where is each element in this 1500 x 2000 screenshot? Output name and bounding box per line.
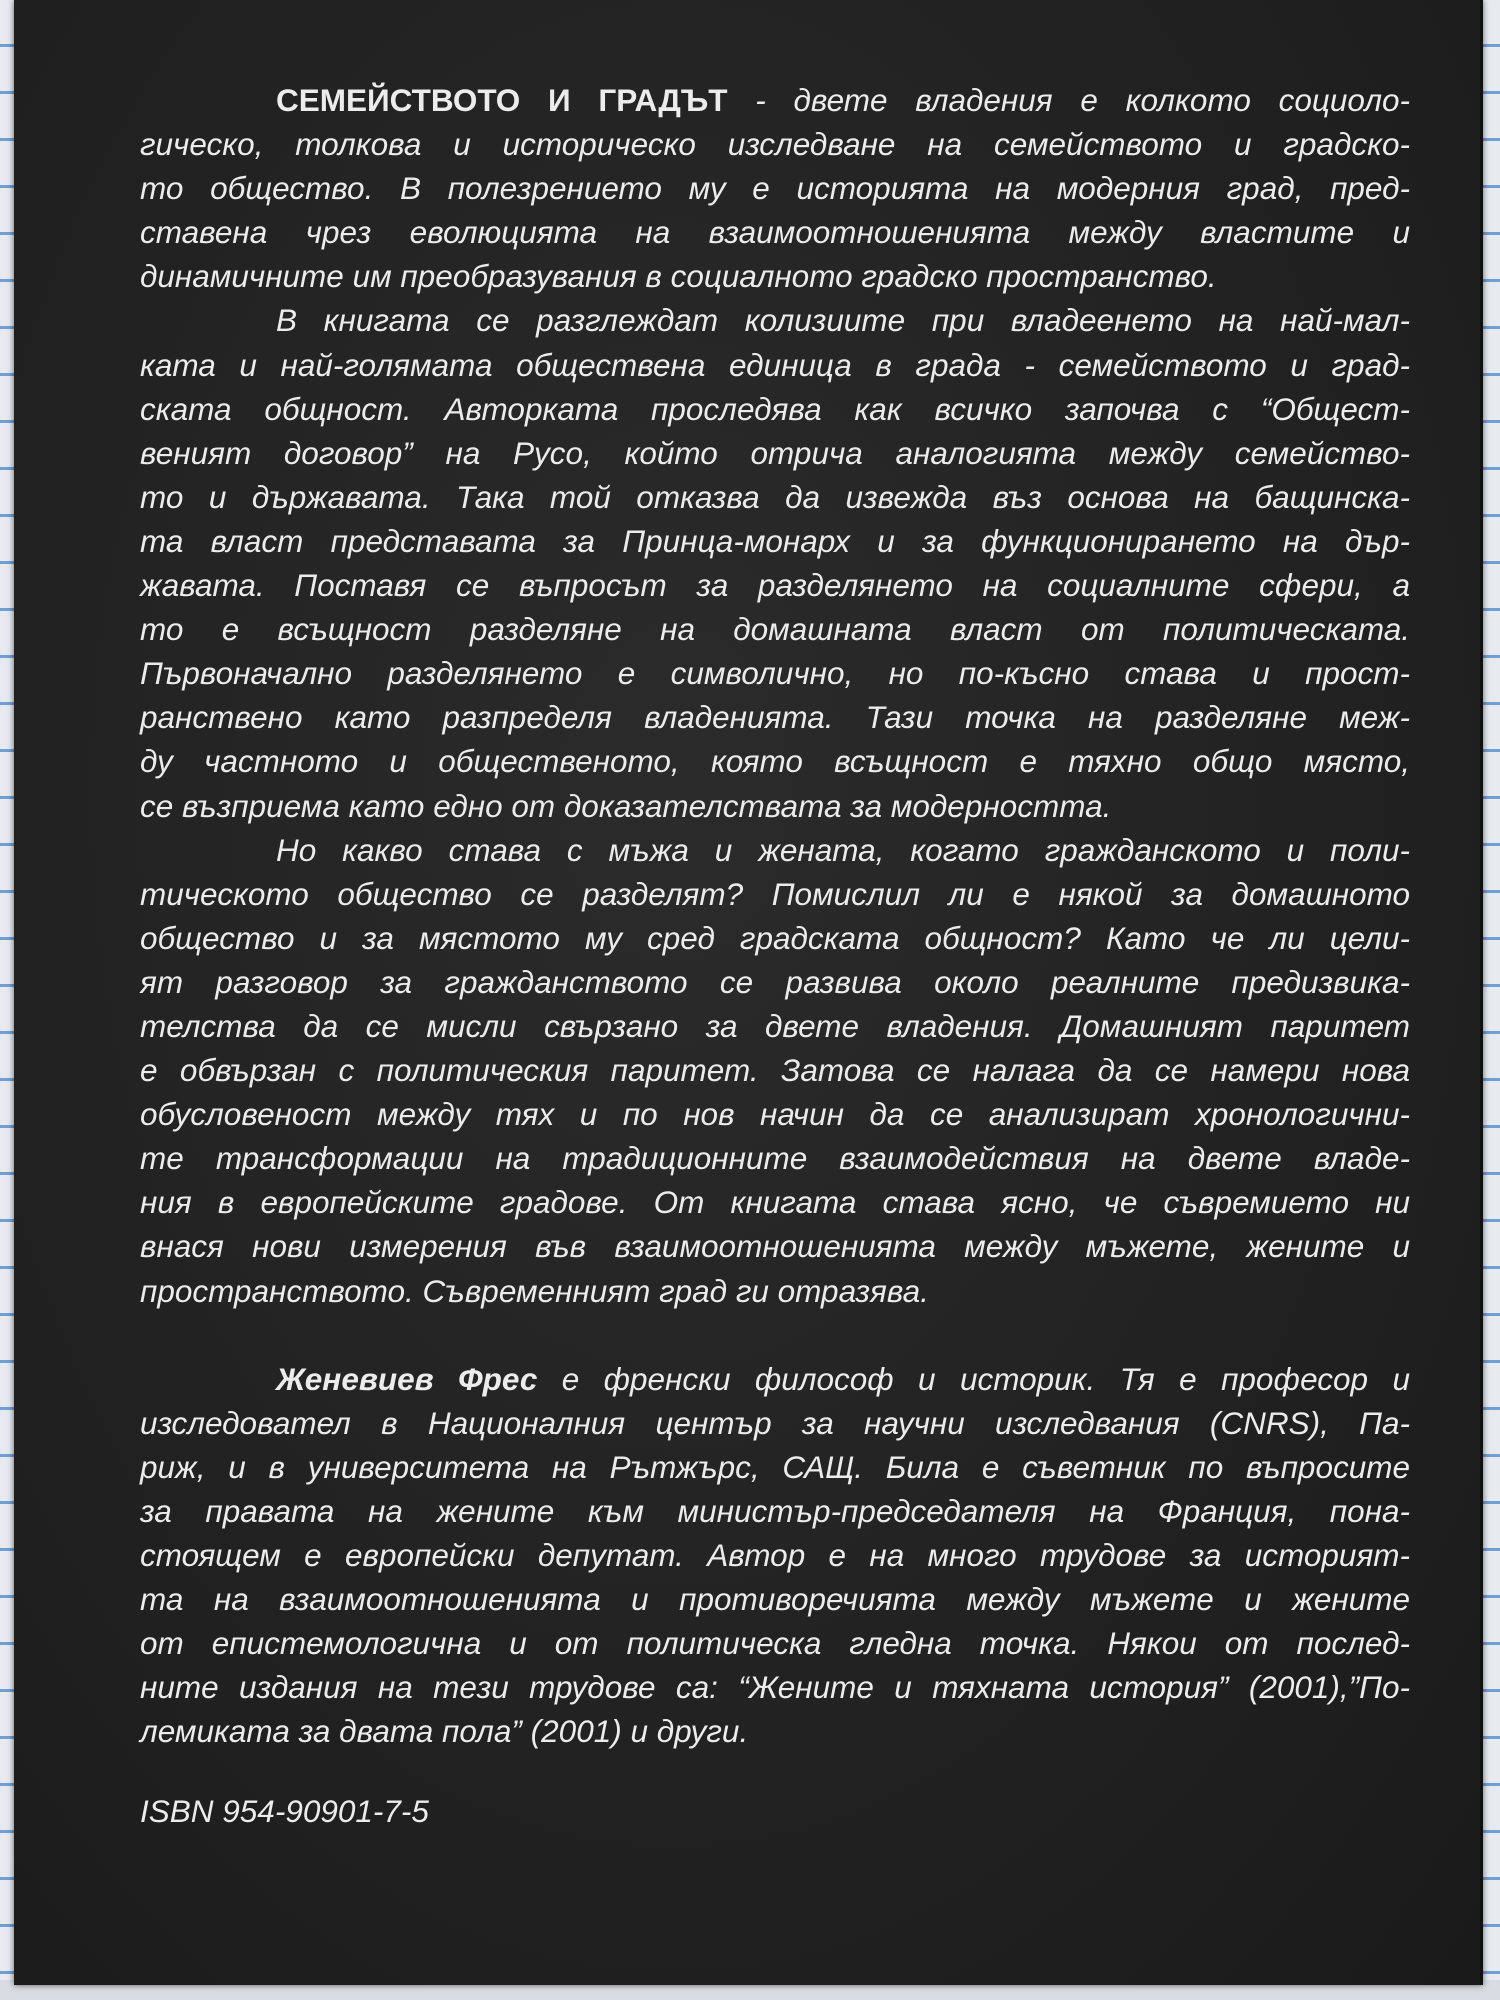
text-line: веният договор” на Русо, който отрича аналогията между семейство-	[140, 434, 1410, 471]
author-bio-paragraph	[140, 1357, 1410, 1754]
isbn-number: ISBN 954-90901-7-5	[140, 1793, 429, 1830]
description-paragraph-2	[140, 298, 1410, 827]
text-line: то общество. В полезрението му е историята на модерния град, пред-	[140, 170, 1410, 207]
text-line: ят разговор за гражданството се развива около реалните предизвика-	[140, 963, 1410, 1000]
text-line: от епистемологична и от политическа гледна точка. Някои от послед-	[140, 1625, 1410, 1662]
text-line: ния в европейските градове. От книгата става ясно, че съвремието ни	[140, 1184, 1410, 1221]
text-line: жавата. Поставя се въпросът за разделянето на социалните сфери, а	[140, 567, 1410, 604]
text-line: обусловеност между тях и по нов начин да се анализират хронологични-	[140, 1096, 1410, 1133]
text-line: Но какво става с мъжа и жената, когато гражданското и поли-	[276, 831, 1410, 868]
text-line: та власт представата за Принца-монарх и за функционирането на дър-	[140, 522, 1410, 559]
text-line: за правата на жените към министър-председателя на Франция, пона-	[140, 1492, 1410, 1529]
description-paragraph-1	[140, 78, 1410, 298]
text-line: се възприема като едно от доказателствата за модерността.	[140, 787, 1112, 824]
back-cover-text	[140, 78, 1410, 1834]
text-line: ската общност. Авторката проследява как всичко започва с “Общест-	[140, 390, 1410, 427]
text-line: внася нови измерения във взаимоотношенията между мъжете, жените и	[140, 1228, 1410, 1265]
book-title: СЕМЕЙСТВОТО И ГРАДЪТ	[276, 82, 728, 118]
text-line: общество и за мястото му сред градската общност? Като че ли цели-	[140, 919, 1410, 956]
text-line: телства да се мисли свързано за двете владения. Домашният паритет	[140, 1007, 1410, 1044]
text-line: гическо, толкова и историческо изследване на семейството и градско-	[140, 126, 1410, 163]
book-back-cover	[14, 0, 1483, 1985]
text-line: СЕМЕЙСТВОТО И ГРАДЪТ - двете владения е колкото социоло-	[276, 82, 1410, 118]
text-line: динамичните им преобразувания в социалното градско пространство.	[140, 258, 1217, 295]
text-line: Първоначално разделянето е символично, но по-късно става и прост-	[140, 655, 1410, 692]
text-line: ду частното и общественото, която всъщност е тяхно общо място,	[140, 743, 1410, 780]
text-line: пространството. Съвременният град ги отразява.	[140, 1272, 929, 1309]
text-line: В книгата се разглеждат колизиите при владеенето на най-мал-	[276, 302, 1410, 339]
text-line: то е всъщност разделяне на домашната власт от политическата.	[140, 611, 1410, 648]
text-line: те трансформации на традиционните взаимодействия на двете владе-	[140, 1140, 1410, 1177]
text-line: лемиката за двата пола” (2001) и други.	[140, 1713, 749, 1750]
text-line: изследовател в Националния център за научни изследвания (CNRS), Па-	[140, 1404, 1410, 1441]
text-line: е обвързан с политическия паритет. Затова се налага да се намери нова	[140, 1052, 1410, 1089]
text-line: стоящем е европейски депутат. Автор е на много трудове за историят-	[140, 1537, 1410, 1573]
text-line: риж, и в университета на Рътжърс, САЩ. Била е съветник по въпросите	[140, 1448, 1410, 1485]
text-line: ставена чрез еволюцията на взаимоотношенията между властите и	[140, 214, 1410, 251]
paragraph-gap	[140, 1313, 1410, 1357]
text-line: ранствено като разпределя владенията. Тази точка на разделяне меж-	[140, 699, 1410, 736]
description-paragraph-3	[140, 828, 1410, 1313]
text-line: Женевиев Фрес е френски философ и историк. Тя е професор и	[276, 1360, 1410, 1397]
author-name: Женевиев Фрес	[276, 1360, 538, 1397]
text-line: ните издания на тези трудове са: “Жените и тяхната история” (2001),”По-	[140, 1669, 1410, 1706]
text-line: ката и най-голямата обществена единица в града - семейството и град-	[140, 346, 1410, 383]
text-line: тическото общество се разделят? Помислил ли е някой за домашното	[140, 875, 1410, 912]
text-line: то и държавата. Така той отказва да извежда въз основа на бащинска-	[140, 478, 1410, 515]
text-line: та на взаимоотношенията и противоречията между мъжете и жените	[140, 1581, 1410, 1618]
